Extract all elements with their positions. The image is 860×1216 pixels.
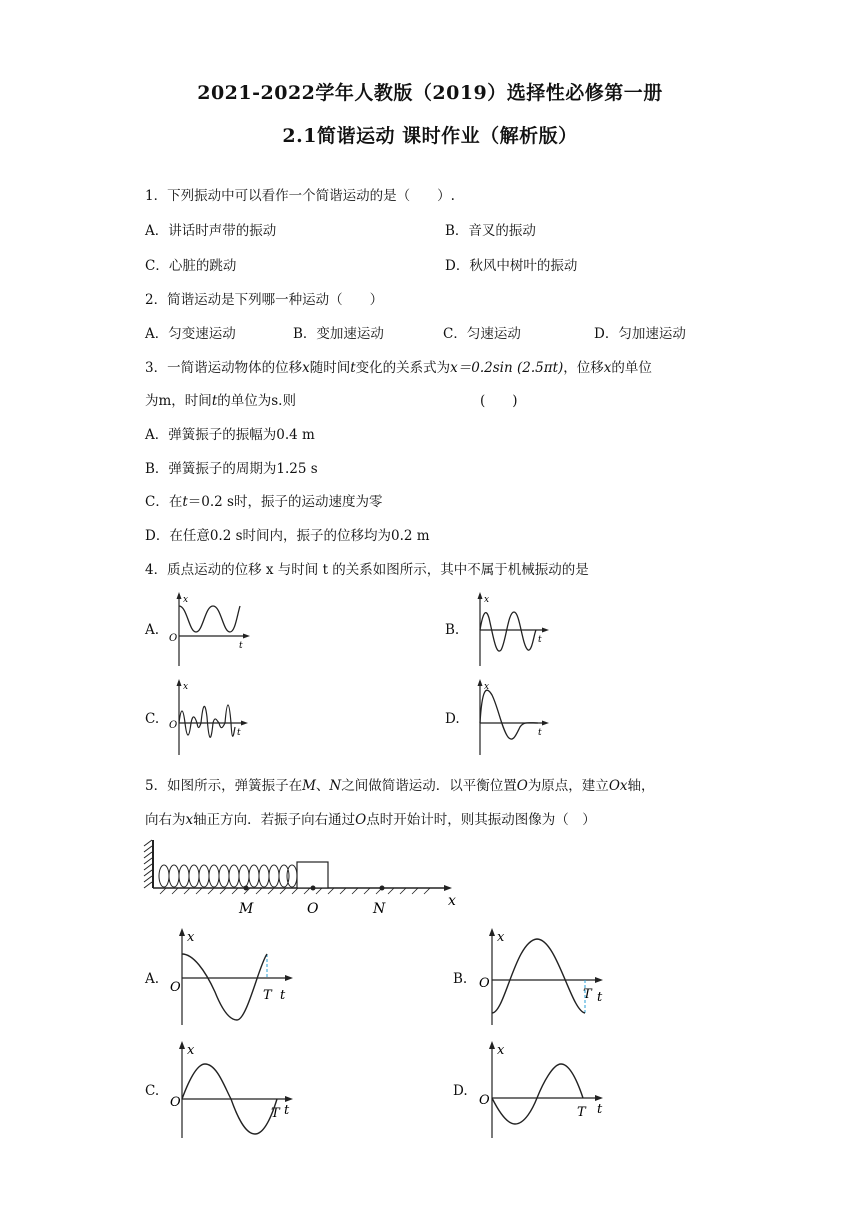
q5b-period-label: T xyxy=(583,987,592,1002)
q1-stem: 1．下列振动中可以看作一个简谐运动的是（ ）. xyxy=(145,188,455,204)
q5a-origin-label: O xyxy=(170,980,181,995)
q4c-x-label: x xyxy=(183,682,189,692)
q3-stem-line2: 为m，时间t的单位为s.则 xyxy=(145,393,296,409)
q5-stem-line1: 5．如图所示，弹簧振子在M、N之间做简谐运动．以平衡位置O为原点，建立Ox轴， xyxy=(145,778,655,794)
q5c-x-label: x xyxy=(187,1043,195,1058)
q3-formula: x＝0.2sin (2.5πt) xyxy=(450,360,564,376)
q5d-period-label: T xyxy=(577,1105,586,1120)
q5-graph-a xyxy=(165,925,300,1027)
q5-graph-d xyxy=(475,1038,610,1140)
point-o-label: O xyxy=(307,901,319,917)
q4-graph-a xyxy=(165,590,255,668)
q2-option-b: B．变加速运动 xyxy=(293,326,384,342)
q2-option-d: D．匀加速运动 xyxy=(594,326,686,342)
q4c-origin-label: O xyxy=(169,720,178,731)
q1-option-b: B．音叉的振动 xyxy=(445,223,536,239)
q5b-origin-label: O xyxy=(479,976,490,991)
q5c-period-label: T xyxy=(271,1106,280,1121)
q5b-x-label: x xyxy=(497,930,505,945)
q4-graph-b xyxy=(468,590,558,668)
q4a-x-label: x xyxy=(183,595,189,605)
point-m-label: M xyxy=(239,901,254,917)
q3-option-b: B．弹簧振子的周期为1.25 s xyxy=(145,461,318,477)
q4c-t-label: t xyxy=(237,728,241,738)
q5-stem-line2: 向右为x轴正方向．若振子向右通过O点时开始计时，则其振动图像为（ ） xyxy=(145,812,596,828)
q5-option-c-label: C. xyxy=(145,1083,160,1099)
q4a-t-label: t xyxy=(239,641,243,651)
q5d-x-label: x xyxy=(497,1043,505,1058)
q5-graph-b xyxy=(475,925,610,1027)
q4-graph-d xyxy=(468,677,558,757)
page-title: 2021-2022学年人教版（2019）选择性必修第一册 xyxy=(197,82,663,104)
q1-option-d: D．秋风中树叶的振动 xyxy=(445,258,578,274)
q4-option-b-label: B. xyxy=(445,622,460,638)
q5b-t-label: t xyxy=(597,990,603,1005)
q4d-t-label: t xyxy=(538,728,542,738)
q5a-x-label: x xyxy=(187,930,195,945)
q4d-x-label: x xyxy=(484,682,490,692)
q5-option-a-label: A. xyxy=(145,971,160,987)
q4-graph-c xyxy=(165,677,255,757)
q4-option-a-label: A. xyxy=(145,622,160,638)
q3-option-c: C．在t＝0.2 s时，振子的运动速度为零 xyxy=(145,494,383,510)
q2-stem: 2．简谐运动是下列哪一种运动（ ） xyxy=(145,292,384,308)
oscillator-block xyxy=(297,862,328,888)
q1-option-a: A．讲话时声带的振动 xyxy=(145,223,277,239)
page-subtitle: 2.1简谐运动 课时作业（解析版） xyxy=(282,125,578,147)
axis-x-label: x xyxy=(448,893,456,909)
q5d-origin-label: O xyxy=(479,1093,490,1108)
q4b-t-label: t xyxy=(538,635,542,645)
q5-option-d-label: D. xyxy=(453,1083,468,1099)
q3-option-d: D．在任意0.2 s时间内，振子的位移均为0.2 m xyxy=(145,528,430,544)
q3-stem-line1: 3．一简谐运动物体的位移x随时间t变化的关系式为x＝0.2sin (2.5πt)，位移x的单位 xyxy=(145,360,652,376)
q5a-t-label: t xyxy=(280,988,286,1003)
q4-option-d-label: D. xyxy=(445,711,460,727)
q3-answer-paren: ( ) xyxy=(480,393,518,409)
q2-option-a: A．匀变速运动 xyxy=(145,326,236,342)
q4-stem: 4．质点运动的位移 x 与时间 t 的关系如图所示，其中不属于机械振动的是 xyxy=(145,562,589,578)
q5-graph-c xyxy=(165,1038,300,1140)
q5d-t-label: t xyxy=(597,1102,603,1117)
q5-option-b-label: B. xyxy=(453,971,468,987)
spring-oscillator-diagram xyxy=(142,838,472,918)
q1-option-c: C．心脏的跳动 xyxy=(145,258,237,274)
point-n-label: N xyxy=(373,901,386,917)
q5c-t-label: t xyxy=(284,1103,290,1118)
q4-option-c-label: C. xyxy=(145,711,160,727)
q2-option-c: C．匀速运动 xyxy=(443,326,521,342)
q3-option-a: A．弹簧振子的振幅为0.4 m xyxy=(145,427,315,443)
q4b-x-label: x xyxy=(484,595,490,605)
q5c-origin-label: O xyxy=(170,1095,181,1110)
q5a-period-label: T xyxy=(263,988,272,1003)
q4a-origin-label: O xyxy=(169,633,178,644)
